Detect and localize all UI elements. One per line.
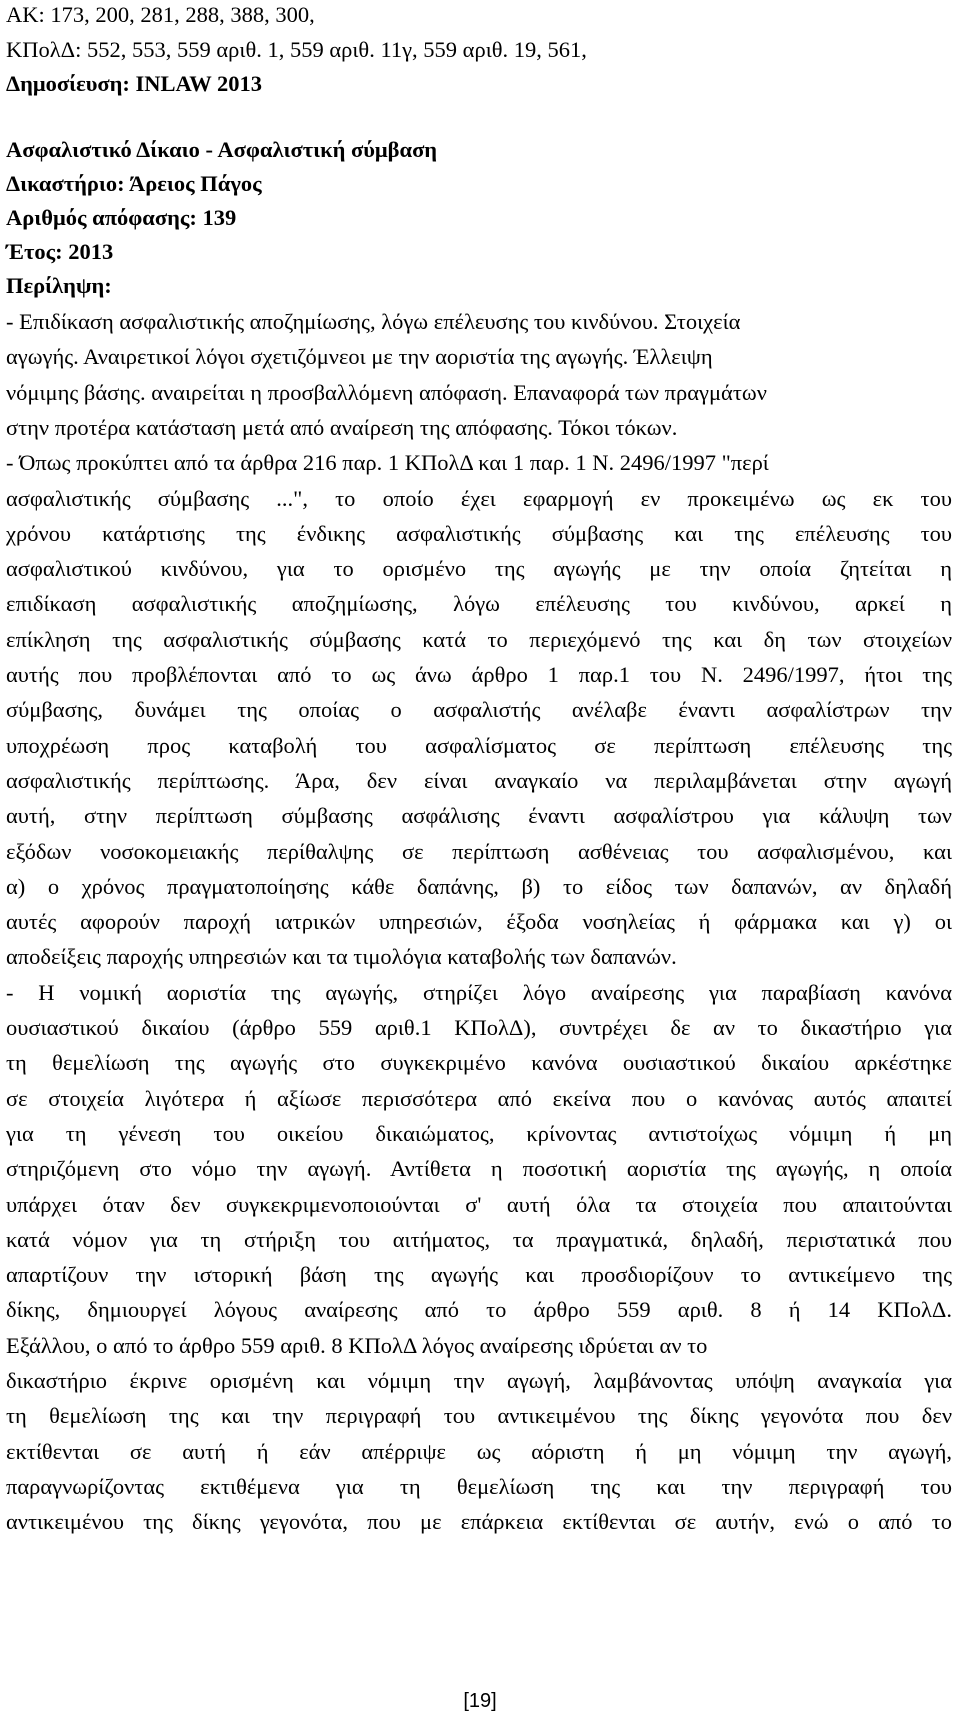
page-number: [19] <box>463 1690 497 1712</box>
publication-line: Δημοσίευση: INLAW 2013 <box>6 71 263 96</box>
citation-line-kpold: ΚΠολΔ: 552, 553, 559 αριθ. 1, 559 αριθ. 11γ, 559 αριθ. 19, 561, <box>6 37 587 62</box>
legal-area-heading: Ασφαλιστικό Δίκαιο - Ασφαλιστική σύμβαση <box>6 137 438 162</box>
body-line: αντικειμένου της δίκης γεγονότα, που με επάρκεια εκτίθενται σε αυτήν, ενώ ο από το <box>6 1509 952 1535</box>
body-line: σε στοιχεία λιγότερα ή αξίωσε περισσότερα από εκείνα που ο κανόνας αυτός απαιτεί <box>6 1085 952 1111</box>
body-line: στην προτέρα κατάσταση μετά από αναίρεση της απόφασης. Τόκοι τόκων. <box>6 414 678 440</box>
body-line: ασφαλιστικής περίπτωσης. Άρα, δεν είναι αναγκαίο να περιλαμβάνεται στην αγωγή <box>6 767 952 793</box>
body-line: επίκληση της ασφαλιστικής σύμβασης κατά το περιεχόμενό της και δη των στοιχείων <box>6 626 952 652</box>
body-line: απαρτίζουν την ιστορική βάση της αγωγής και προσδιορίζουν το αντικείμενο της <box>6 1262 952 1288</box>
body-line: ουσιαστικού δικαίου (άρθρο 559 αριθ.1 ΚΠολΔ), συντρέχει δε αν το δικαστήριο για <box>6 1015 952 1040</box>
body-line: αυτής που προβλέπονται από το ως άνω άρθρο 1 παρ.1 του Ν. 2496/1997, ήτοι της <box>6 662 952 687</box>
body-line: αυτή, στην περίπτωση σύμβασης ασφάλισης έναντι ασφαλίστρου για κάλυψη των <box>6 803 952 829</box>
body-line: υποχρέωση προς καταβολή του ασφαλίσματος σε περίπτωση επέλευσης της <box>6 732 952 758</box>
body-line: αγωγής. Αναιρετικοί λόγοι σχετιζόμνεοι με την αοριστία της αγωγής. Έλλειψη <box>6 344 713 370</box>
body-line: - Η νομική αοριστία της αγωγής, στηρίζει λόγο αναίρεσης για παραβίαση κανόνα <box>6 979 952 1005</box>
body-line: ασφαλιστικής σύμβασης ...", το οποίο έχει εφαρμογή εν προκειμένω ως εκ του <box>6 485 952 511</box>
body-line: αποδείξεις παροχής υπηρεσιών και τα τιμολόγια καταβολής των δαπανών. <box>6 944 677 970</box>
body-line: - Όπως προκύπτει από τα άρθρα 216 παρ. 1 ΚΠολΔ και 1 παρ. 1 Ν. 2496/1997 "περί <box>6 450 769 476</box>
body-line: σύμβασης, δυνάμει της οποίας ο ασφαλιστής ανέλαβε έναντι ασφαλίστρων την <box>6 697 952 723</box>
body-line: για τη γένεση του οικείου δικαιώματος, κρίνοντας αντιστοίχως νόμιμη ή μη <box>6 1120 952 1146</box>
summary-label: Περίληψη: <box>6 273 112 298</box>
body-line: τη θεμελίωση της και την περιγραφή του αντικειμένου της δίκης γεγονότα που δεν <box>6 1403 952 1429</box>
body-line: νόμιμης βάσης. αναιρείται η προσβαλλόμενη απόφαση. Επαναφορά των πραγμάτων <box>6 379 767 405</box>
body-line: ασφαλιστικού κινδύνου, για το ορισμένο της αγωγής με την οποία ζητείται η <box>6 556 952 582</box>
body-line: - Επιδίκαση ασφαλιστικής αποζημίωσης, λόγω επέλευσης του κινδύνου. Στοιχεία <box>6 309 741 334</box>
body-line: αυτές αφορούν παροχή ιατρικών υπηρεσιών, έξοδα νοσηλείας ή φάρμακα και γ) οι <box>6 909 952 935</box>
year-line: Έτος: 2013 <box>6 239 114 264</box>
body-line: Εξάλλου, ο από το άρθρο 559 αριθ. 8 ΚΠολΔ λόγος αναίρεσης ιδρύεται αν το <box>6 1332 708 1358</box>
body-line: παραγνωρίζοντας εκτιθέμενα για τη θεμελίωση της και την περιγραφή του <box>6 1473 952 1499</box>
body-line: επιδίκαση ασφαλιστικής αποζημίωσης, λόγω επέλευσης του κινδύνου, αρκεί η <box>6 591 952 617</box>
citation-line-ak: ΑΚ: 173, 200, 281, 288, 388, 300, <box>6 2 315 27</box>
body-line: α) ο χρόνος πραγματοποίησης κάθε δαπάνης, β) το είδος των δαπανών, αν δηλαδή <box>6 873 952 899</box>
body-line: χρόνου κατάρτισης της ένδικης ασφαλιστικής σύμβασης και της επέλευσης του <box>6 520 952 546</box>
body-line: τη θεμελίωση της αγωγής στο συγκεκριμένο κανόνα ουσιαστικού δικαίου αρκέστηκε <box>6 1050 952 1076</box>
body-line: δίκης, δημιουργεί λόγους αναίρεσης από το άρθρο 559 αριθ. 8 ή 14 ΚΠολΔ. <box>6 1297 952 1323</box>
body-line: εκτίθενται σε αυτή ή εάν απέρριψε ως αόριστη ή μη νόμιμη την αγωγή, <box>6 1438 952 1464</box>
decision-number-line: Αριθμός απόφασης: 139 <box>6 205 237 230</box>
body-line: στηριζόμενη στο νόμο την αγωγή. Αντίθετα η ποσοτική αοριστία της αγωγής, η οποία <box>6 1156 952 1182</box>
body-line: κατά νόμον για τη στήριξη του αιτήματος, τα πραγματικά, δηλαδή, περιστατικά που <box>6 1226 952 1252</box>
body-line: εξόδων νοσοκομειακής περίθαλψης σε περίπτωση ασθένειας του ασφαλισμένου, και <box>6 838 952 864</box>
body-line: δικαστήριο έκρινε ορισμένη και νόμιμη την αγωγή, λαμβάνοντας υπόψη αναγκαία για <box>6 1368 952 1393</box>
court-line: Δικαστήριο: Άρειος Πάγος <box>6 171 262 196</box>
body-line: υπάρχει όταν δεν συγκεκριμενοποιούνται σ' αυτή όλα τα στοιχεία που απαιτούνται <box>6 1191 952 1217</box>
